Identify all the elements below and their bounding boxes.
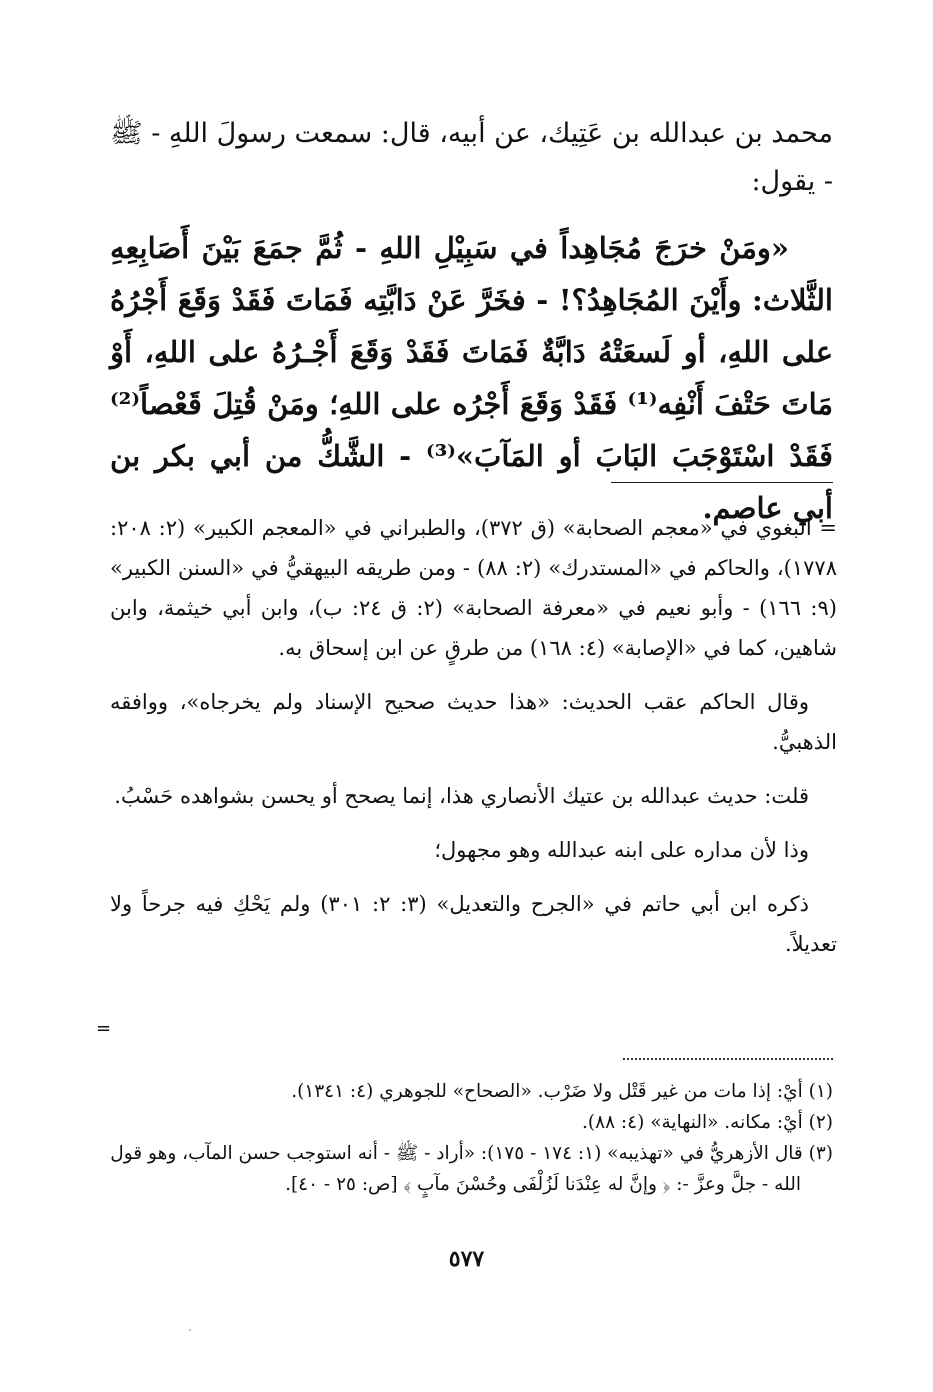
note-paragraph-sources: = البغوي في «معجم الصحابة» (ق ٣٧٢)، والطبراني في «المعجم الكبير» (٢: ٢٠٨: ١٧٧٨)، والحاكم في «المستدرك» (٢: ٨٨) - ومن طريقه البيهقيُّ في «السنن الكبير» (٩: ١٦٦) - وأبو نعيم في «معرفة الصحابة» (٢: ق ٢٤: ب)، وابن أبي خيثمة، وابن شاهين، كما في «الإصابة» (٤: ١٦٨) من طرقٍ عن ابن إسحاق به. bbox=[110, 516, 837, 660]
commentary-notes bbox=[110, 508, 837, 978]
continuation-mark: = bbox=[96, 1018, 112, 1039]
note-paragraph-opinion: قلت: حديث عبدالله بن عتيك الأنصاري هذا، إنما يصحح أو يحسن بشواهده حَسْبُ. bbox=[114, 784, 809, 808]
page-number: ٥٧٧ bbox=[448, 1246, 485, 1272]
footnotes bbox=[110, 1076, 833, 1200]
footnote-3: (٣) قال الأزهريُّ في «تهذيبه» (١: ١٧٤ - ١٧٥): «أراد - ﷺ - أنه استوجب حسن المآب، وهو قول الله - جلَّ وعزَّ -: ﴿ وإنَّ له عِنْدَنا لَزُلْفَى وحُسْنَ مآبٍ ﴾ [ص: ٢٥ - ٤٠]. bbox=[110, 1143, 833, 1195]
hadith-text: «ومَنْ خرَجَ مُجَاهِداً في سَبِيْلِ اللهِ - ثُمَّ جمَعَ بَيْنَ أَصَابِعِهِ الثَّلاث: وأَيْنَ المُجَاهِدُ؟! - فخَرَّ عَنْ دَابَّتِه فَمَاتَ فَقَدْ وَقَعَ أَجْرُهُ على اللهِ، أو لَسعَتْهُ دَابَّةٌ فَمَاتَ فَقَدْ وَقَعَ أَجْـرُهُ على اللهِ، أَوْ مَاتَ حَتْفَ أَنْفِه⁽¹⁾ فَقَدْ وَقَعَ أَجْرُه على اللهِ؛ ومَنْ قُتِلَ قَعْصاً⁽²⁾ فَقَدْ اسْتَوْجَبَ البَابَ أو المَآبَ»⁽³⁾ - الشَّكُّ من أبي بكر بن أبي عاصم. bbox=[110, 231, 833, 525]
dotted-separator bbox=[623, 1058, 833, 1060]
note-paragraph-hakim: وقال الحاكم عقب الحديث: «هذا حديث صحيح الإسناد ولم يخرجاه»، ووافقه الذهبيُّ. bbox=[110, 690, 837, 754]
scan-speck bbox=[189, 1329, 191, 1331]
footnote-1: (١) أيْ: إذا مات من غير قَتْل ولا ضَرْب. «الصحاح» للجوهري (٤: ١٣٤١). bbox=[291, 1081, 833, 1102]
footnote-separator-rule bbox=[611, 482, 833, 483]
intro-paragraph: محمد بن عبدالله بن عَتِيك، عن أبيه، قال: سمعت رسولَ اللهِ - ﷺ - يقول: bbox=[110, 118, 833, 197]
footnote-2: (٢) أيْ: مكانه. «النهاية» (٤: ٨٨). bbox=[582, 1112, 833, 1133]
note-paragraph-ibn-abi-hatim: ذكره ابن أبي حاتم في «الجرح والتعديل» (٣: ٢: ٣٠١) ولم يَحْكِ فيه جرحاً ولا تعديلاً. bbox=[110, 892, 837, 956]
note-paragraph-reason: وذا لأن مداره على ابنه عبدالله وهو مجهول؛ bbox=[434, 838, 809, 862]
